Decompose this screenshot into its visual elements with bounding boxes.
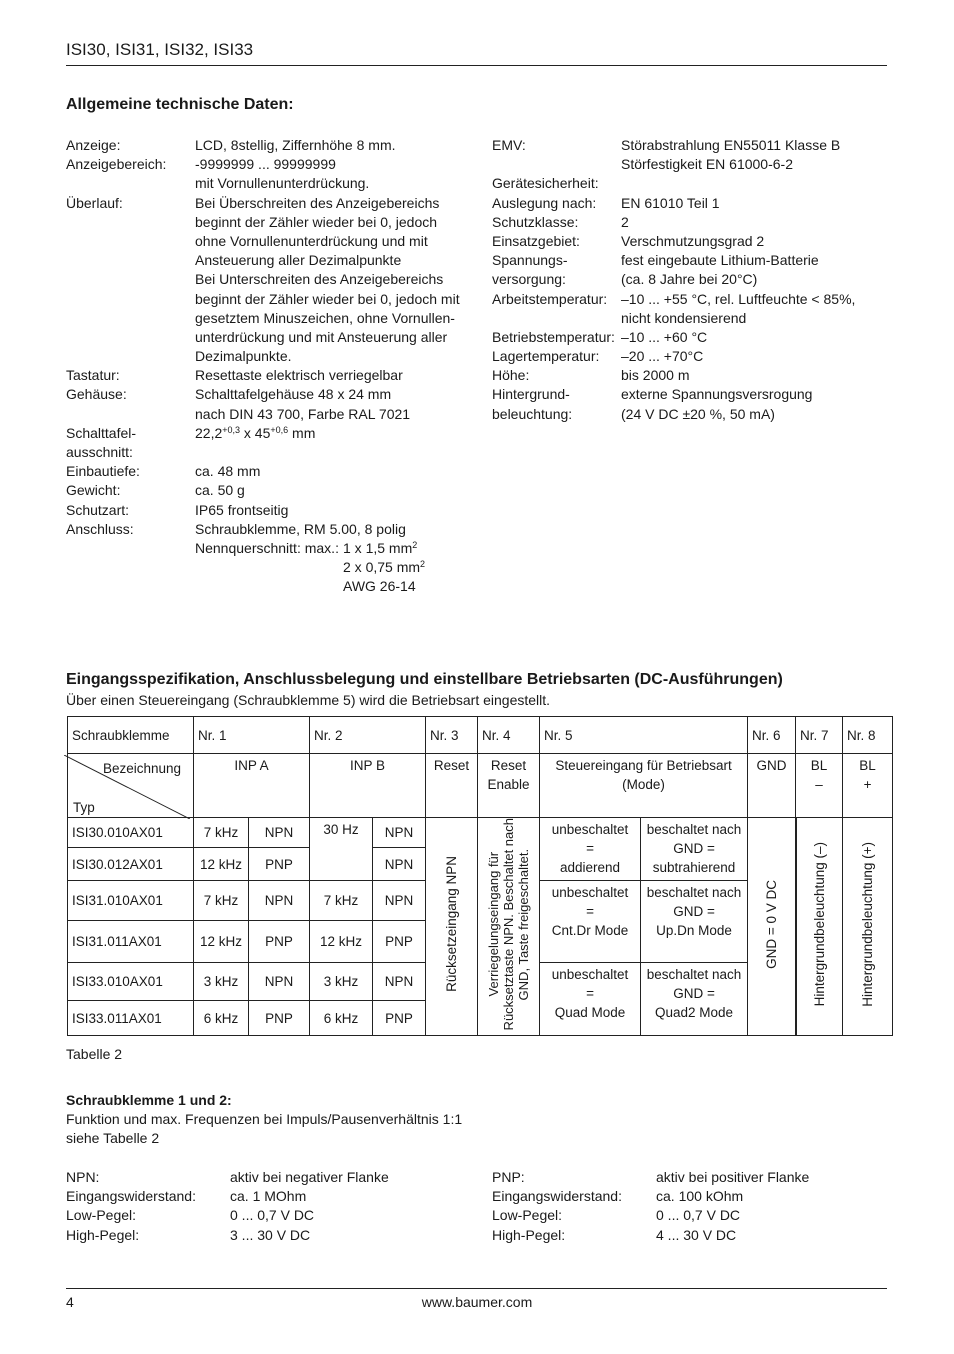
spec-row	[492, 328, 887, 347]
row-type-a: NPN	[249, 881, 310, 921]
row-typ: ISI33.011AX01	[68, 1001, 194, 1036]
row-type-a: PNP	[249, 848, 310, 881]
spec-label: Einbautiefe:	[66, 463, 140, 480]
input-spec-table	[67, 716, 893, 1036]
spec-label: Schutzklasse:	[492, 213, 579, 230]
spec-label: Hintergrund-	[492, 386, 570, 403]
spec-value: LCD, 8stellig, Ziffernhöhe 8 mm.	[195, 137, 396, 153]
spec-value: aktiv bei negativer Flanke	[230, 1169, 389, 1185]
table-head-nr1: Nr. 1	[194, 717, 310, 754]
spec-row	[492, 251, 887, 270]
spec-row-cross	[66, 539, 476, 558]
row-type-a: NPN	[249, 963, 310, 1001]
table-row	[68, 818, 893, 848]
table-head-nr8: Nr. 8	[843, 717, 893, 754]
gnd-vertical-cell	[748, 818, 796, 1036]
enable-vertical-text	[486, 818, 531, 1030]
cross-1-text: 1 x 1,5 mm	[343, 539, 413, 556]
mode-connected-cell	[641, 963, 748, 1036]
spec-row	[492, 136, 887, 155]
mode-connected-cell	[641, 818, 748, 881]
row-freq-b: 7 kHz	[310, 881, 373, 921]
cross-value-2	[343, 558, 425, 577]
spec-value: EN 61010 Teil 1	[621, 194, 720, 211]
mode-a-line1: unbeschaltet	[551, 967, 629, 983]
spec-row	[492, 174, 887, 193]
spec-value: aktiv bei positiver Flanke	[656, 1169, 810, 1185]
spec-value: nach DIN 43 700, Farbe RAL 7021	[195, 405, 411, 422]
klemme-line2: siehe Tabelle 2	[66, 1130, 160, 1146]
cutout-height-tolerance: +0,6	[270, 424, 289, 435]
table-head-nr4: Nr. 4	[478, 717, 540, 754]
row-freq-a: 7 kHz	[194, 818, 249, 848]
mode-a-line1: unbeschaltet	[551, 885, 629, 900]
mode-b-line3: subtrahierend	[652, 860, 736, 875]
spec-label: Überlauf:	[66, 194, 123, 211]
spec-row	[66, 1226, 476, 1245]
spec-value: ca. 100 kOhm	[656, 1188, 744, 1205]
spec-label: Low-Pegel:	[66, 1207, 137, 1224]
spec-value: ca. 50 g	[195, 482, 245, 499]
spec-row	[66, 1168, 476, 1187]
general-heading: Allgemeine technische Daten:	[66, 96, 294, 113]
spec-row	[492, 232, 887, 251]
spec-value: 3 ... 30 V DC	[230, 1226, 311, 1243]
gnd-vertical-text: GND = 0 V DC	[763, 879, 779, 969]
spec-row	[492, 309, 887, 328]
row-freq-b: 6 kHz	[310, 1001, 373, 1036]
spec-label: versorgung:	[492, 271, 566, 288]
spec-row	[66, 194, 476, 213]
reset-enable-line2: Enable	[487, 777, 530, 792]
mode-unconnected-cell	[540, 963, 641, 1036]
cutout-width: 22,2	[195, 424, 223, 441]
spec-row	[66, 347, 476, 366]
spec-value: mit Vornullenunterdrückung.	[195, 175, 370, 192]
spec-label: Anschluss:	[66, 520, 134, 537]
row-type-b: NPN	[373, 848, 426, 881]
spec-value: –20 ... +70°C	[621, 348, 704, 365]
table-head-nr2: Nr. 2	[310, 717, 426, 754]
table-function-row	[68, 754, 893, 818]
table-head-klemme: Schraubklemme	[68, 717, 194, 754]
spec-row	[66, 270, 476, 289]
spec-row	[492, 366, 887, 385]
spec-value: Schalttafelgehäuse 48 x 24 mm	[195, 386, 392, 403]
spec-row	[492, 385, 887, 404]
spec-row	[66, 136, 476, 155]
general-specs-left	[66, 136, 476, 597]
spec-label: Spannungs-	[492, 252, 568, 269]
cutout-label-line2: ausschnitt:	[66, 444, 133, 461]
spec-label: High-Pegel:	[66, 1226, 140, 1243]
spec-row-cutout	[66, 424, 476, 462]
spec-value: Schraubklemme, RM 5.00, 8 polig	[195, 520, 406, 537]
enable-v-line1: Verriegelungseingang für	[486, 851, 502, 997]
mode-b-line1: beschaltet nach	[646, 822, 742, 837]
inp-a-label: INP A	[194, 754, 310, 818]
spec-row	[66, 213, 476, 232]
spec-value: ca. 1 MOhm	[230, 1188, 307, 1205]
mode-b-line3: Quad2 Mode	[655, 1005, 734, 1021]
spec-label: EMV:	[492, 137, 526, 153]
spec-row	[66, 481, 476, 500]
row-typ: ISI31.011AX01	[68, 921, 194, 963]
spec-value: IP65 frontseitig	[195, 501, 289, 518]
mode-b-line1: beschaltet nach	[646, 967, 742, 983]
spec-row	[66, 290, 476, 309]
spec-row	[66, 405, 476, 424]
cross-label: Nennquerschnitt: max.:	[195, 539, 339, 556]
bl-plus-line2: +	[863, 777, 872, 792]
mode-a-line2: =	[586, 986, 594, 1002]
row-type-a: NPN	[249, 818, 310, 848]
spec-row	[66, 328, 476, 347]
bl-plus-line1: BL	[859, 758, 876, 773]
spec-value: -9999999 ... 99999999	[195, 156, 336, 173]
spec-row	[492, 1206, 887, 1225]
reset-vertical-cell	[426, 818, 478, 1036]
row-type-b: NPN	[373, 963, 426, 1001]
spec-label: Höhe:	[492, 367, 530, 384]
reset-label: Reset	[426, 754, 478, 818]
spec-value: ca. 48 mm	[195, 463, 261, 480]
spec-row	[492, 290, 887, 309]
spec-value: Bei Überschreiten des Anzeigebereichs	[195, 194, 440, 211]
spec-row-cross	[66, 558, 476, 577]
mode-a-line2: =	[586, 841, 594, 856]
cutout-label-line1: Schalttafel-	[66, 424, 137, 441]
row-freq-a: 12 kHz	[194, 921, 249, 963]
cutout-value	[195, 424, 315, 443]
table-header-row	[68, 717, 893, 754]
bl-minus-label	[796, 754, 843, 818]
spec-row	[492, 155, 887, 174]
spec-label: Auslegung nach:	[492, 194, 597, 211]
spec-value: –10 ... +55 °C, rel. Luftfeuchte < 85%,	[621, 290, 856, 307]
bl-minus-vertical-text: Hintergrundbeleuchtung (–)	[811, 842, 827, 1007]
spec-row	[492, 270, 887, 289]
row-type-b: PNP	[373, 921, 426, 963]
cross-value-1	[343, 539, 417, 558]
steuereingang-label	[540, 754, 748, 818]
table-head-nr3: Nr. 3	[426, 717, 478, 754]
spec-label: High-Pegel:	[492, 1226, 566, 1243]
table-head-nr6: Nr. 6	[748, 717, 796, 754]
spec-row	[66, 232, 476, 251]
spec-value: bis 2000 m	[621, 367, 690, 384]
spec-label: beleuchtung:	[492, 405, 573, 422]
spec-value: ohne Vornullenunterdrückung und mit	[195, 232, 428, 249]
reset-enable-label	[478, 754, 540, 818]
reset-enable-line1: Reset	[490, 758, 527, 773]
cross-2-text: 2 x 0,75 mm	[343, 559, 421, 576]
spec-value: 0 ... 0,7 V DC	[656, 1207, 741, 1224]
spec-row	[492, 1168, 887, 1187]
row-freq-a: 3 kHz	[194, 963, 249, 1001]
spec-value: (ca. 8 Jahre bei 20°C)	[621, 271, 758, 288]
spec-row	[492, 1226, 887, 1245]
page-number: 4	[66, 1294, 74, 1310]
npn-specs	[66, 1168, 476, 1245]
table-head-nr5: Nr. 5	[540, 717, 748, 754]
mode-a-line1: unbeschaltet	[551, 822, 629, 837]
bl-minus-line2: –	[815, 777, 823, 792]
mode-connected-cell	[641, 881, 748, 963]
spec-value: unterdrückung und mit Ansteuerung aller	[195, 328, 448, 345]
header-rule	[66, 65, 887, 66]
spec-label: NPN:	[66, 1169, 100, 1185]
spec-row	[66, 174, 476, 193]
spec-value: 2	[621, 213, 629, 230]
mode-a-line2: =	[586, 904, 594, 919]
mode-a-line3: addierend	[560, 860, 621, 875]
cross-1-sq: 2	[412, 539, 418, 550]
spec-value: 4 ... 30 V DC	[656, 1226, 737, 1243]
steuer-line2: (Mode)	[622, 777, 665, 792]
inp-b-label: INP B	[310, 754, 426, 818]
typ-label: Typ	[73, 799, 95, 815]
spec-row	[66, 1206, 476, 1225]
mode-b-line2: GND =	[673, 841, 715, 856]
footer-url[interactable]: www.baumer.com	[421, 1294, 533, 1310]
row-type-b: PNP	[373, 1001, 426, 1036]
table-caption: Tabelle 2	[66, 1046, 123, 1062]
mode-unconnected-cell	[540, 881, 641, 963]
cutout-label	[66, 424, 136, 462]
spec-value: Ansteuerung aller Dezimalpunkte	[195, 252, 402, 269]
row-freq-a: 12 kHz	[194, 848, 249, 881]
row-freq-b: 12 kHz	[310, 921, 373, 963]
cutout-width-tolerance: +0,3	[222, 424, 241, 435]
spec-row	[66, 462, 476, 481]
spec-label: Schutzart:	[66, 501, 130, 518]
spec-label: Low-Pegel:	[492, 1207, 563, 1224]
mode-b-line2: GND =	[673, 904, 715, 919]
spec-value: Verschmutzungsgrad 2	[621, 232, 765, 249]
spec-row	[66, 385, 476, 404]
spec-row	[492, 347, 887, 366]
spec-row	[492, 405, 887, 424]
spec-value: (24 V DC ±20 %, 50 mA)	[621, 405, 775, 422]
row-freq-b: 30 Hz	[310, 818, 373, 881]
general-specs-right	[492, 136, 887, 424]
bl-minus-line1: BL	[810, 758, 828, 773]
spec-label: Gewicht:	[66, 482, 121, 499]
input-heading: Eingangsspezifikation, Anschlussbelegung und einstellbare Betriebsarten (DC-Ausführungen)	[66, 671, 783, 688]
spec-label: Lagertemperatur:	[492, 348, 600, 365]
row-typ: ISI30.010AX01	[68, 818, 194, 848]
row-typ: ISI33.010AX01	[68, 963, 194, 1001]
reset-vertical-text: Rücksetzeingang NPN	[444, 856, 460, 993]
spec-row	[66, 155, 476, 174]
spec-label: Gerätesicherheit:	[492, 175, 599, 192]
spec-row	[66, 1187, 476, 1206]
bl-plus-vertical-cell	[843, 818, 893, 1036]
spec-row	[492, 1187, 887, 1206]
mode-b-line1: beschaltet nach	[646, 885, 742, 900]
enable-vertical-cell	[478, 818, 540, 1036]
spec-label: Gehäuse:	[66, 386, 127, 403]
spec-value: nicht kondensierend	[621, 309, 747, 326]
spec-label: Tastatur:	[66, 367, 120, 384]
mode-a-line3: Cnt.Dr Mode	[551, 923, 629, 938]
row-typ: ISI30.012AX01	[68, 848, 194, 881]
spec-label: Eingangswiderstand:	[492, 1188, 622, 1205]
spec-row	[66, 309, 476, 328]
spec-row	[492, 194, 887, 213]
pnp-specs	[492, 1168, 887, 1245]
row-freq-b: 3 kHz	[310, 963, 373, 1001]
spec-label: Betriebstemperatur:	[492, 328, 615, 345]
spec-row	[66, 520, 476, 539]
klemme-heading: Schraubklemme 1 und 2:	[66, 1092, 232, 1108]
row-type-b: NPN	[373, 881, 426, 921]
spec-value: Störfestigkeit EN 61000-6-2	[621, 156, 793, 173]
document-header-title: ISI30, ISI31, ISI32, ISI33	[66, 40, 254, 59]
row-freq-a: 6 kHz	[194, 1001, 249, 1036]
row-typ: ISI31.010AX01	[68, 881, 194, 921]
enable-v-line2: Rücksetztaste NPN. Beschaltet nach	[501, 818, 517, 1031]
spec-value: gesetztem Minuszeichen, ohne Vornullen-	[195, 309, 455, 326]
spec-value: Bei Unterschreiten des Anzeigebereichs	[195, 271, 444, 288]
table-head-nr7: Nr. 7	[796, 717, 843, 754]
row-type-a: PNP	[249, 1001, 310, 1036]
spec-label: Einsatzgebiet:	[492, 232, 580, 249]
table-diagonal-cell	[68, 754, 194, 818]
spec-row	[492, 213, 887, 232]
cutout-times: x 45	[240, 424, 271, 441]
mode-b-line2: GND =	[673, 986, 715, 1002]
spec-value: Dezimalpunkte.	[195, 348, 292, 365]
cutout-unit: mm	[288, 424, 316, 441]
spec-value: –10 ... +60 °C	[621, 328, 708, 345]
bl-plus-label	[843, 754, 893, 818]
spec-value: externe Spannungsversrogung	[621, 386, 813, 403]
spec-value: Resettaste elektrisch verriegelbar	[195, 367, 403, 384]
cross-2-sq: 2	[420, 559, 426, 570]
row-freq-a: 7 kHz	[194, 881, 249, 921]
steuer-line1: Steuereingang für Betriebsart	[555, 758, 732, 773]
mode-unconnected-cell	[540, 818, 641, 881]
spec-value: beginnt der Zähler wieder bei 0, jedoch mit	[195, 290, 460, 307]
klemme-line1: Funktion und max. Frequenzen bei Impuls/Pausenverhältnis 1:1	[66, 1111, 463, 1127]
spec-row-cross	[66, 577, 476, 596]
spec-row	[66, 366, 476, 385]
cross-value-3: AWG 26-14	[343, 578, 416, 595]
spec-row	[66, 251, 476, 270]
bezeichnung-label: Bezeichnung	[102, 760, 181, 776]
spec-label: Anzeigebereich:	[66, 156, 167, 173]
mode-a-line3: Quad Mode	[554, 1005, 626, 1021]
row-type-a: PNP	[249, 921, 310, 963]
spec-row	[66, 501, 476, 520]
input-intro: Über einen Steuereingang (Schraubklemme 5) wird die Betriebsart eingestellt.	[66, 692, 551, 708]
spec-value: Störabstrahlung EN55011 Klasse B	[621, 137, 841, 153]
mode-b-line3: Up.Dn Mode	[656, 923, 732, 938]
spec-value: fest eingebaute Lithium-Batterie	[621, 252, 819, 269]
row-type-b: NPN	[373, 818, 426, 848]
footer-rule	[66, 1288, 887, 1289]
spec-value: beginnt der Zähler wieder bei 0, jedoch	[195, 213, 438, 230]
spec-label: Arbeitstemperatur:	[492, 290, 608, 307]
gnd-label: GND	[748, 754, 796, 818]
spec-label: Anzeige:	[66, 137, 121, 153]
spec-value: 0 ... 0,7 V DC	[230, 1207, 315, 1224]
enable-v-line3: GND, Taste freigeschaltet.	[516, 848, 532, 1000]
bl-plus-vertical-text: Hintergrundbeleuchtung (+)	[860, 841, 876, 1007]
bl-minus-vertical-cell	[796, 818, 843, 1036]
spec-label: PNP:	[492, 1169, 525, 1185]
spec-label: Eingangswiderstand:	[66, 1188, 196, 1205]
